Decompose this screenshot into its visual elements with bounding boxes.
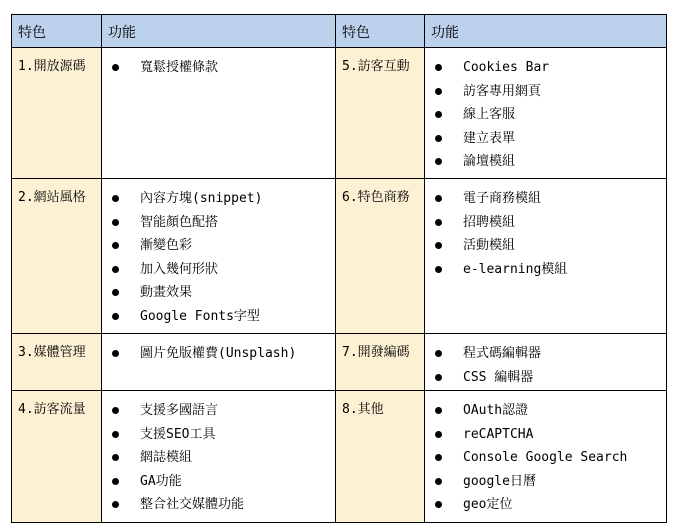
function-right-list <box>425 342 666 389</box>
list-item: 內容方塊(snippet) <box>102 187 335 211</box>
header-row <box>12 15 667 48</box>
feature-cell-left: 4.訪客流量 <box>12 391 102 523</box>
feature-table-wrapper <box>11 14 667 523</box>
list-item: OAuth認證 <box>425 399 666 423</box>
list-item: 論壇模組 <box>425 150 666 174</box>
function-cell-right <box>425 391 667 523</box>
list-item: GA功能 <box>102 470 335 494</box>
function-right-list <box>425 187 666 281</box>
list-item: 活動模組 <box>425 234 666 258</box>
function-cell-right <box>425 179 667 334</box>
function-right-list <box>425 56 666 174</box>
list-item: 寬鬆授權條款 <box>102 56 335 80</box>
list-item: geo定位 <box>425 493 666 517</box>
list-item: 圖片免版權費(Unsplash) <box>102 342 335 366</box>
feature-cell-left: 1.開放源碼 <box>12 48 102 179</box>
function-cell-right <box>425 334 667 391</box>
function-cell-right <box>425 48 667 179</box>
table-row <box>12 334 667 391</box>
table-row <box>12 179 667 334</box>
list-item: Cookies Bar <box>425 56 666 80</box>
list-item: 訪客專用網頁 <box>425 80 666 104</box>
list-item: 招聘模組 <box>425 211 666 235</box>
list-item: 支援多國語言 <box>102 399 335 423</box>
list-item: 線上客服 <box>425 103 666 127</box>
list-item: Console Google Search <box>425 446 666 470</box>
feature-cell-left: 2.網站風格 <box>12 179 102 334</box>
feature-cell-right: 5.訪客互動 <box>336 48 425 179</box>
list-item: 加入幾何形狀 <box>102 258 335 282</box>
list-item: 智能顏色配搭 <box>102 211 335 235</box>
header-feature-left: 特色 <box>12 15 102 48</box>
header-function-right: 功能 <box>425 15 667 48</box>
list-item: google日曆 <box>425 470 666 494</box>
feature-cell-left: 3.媒體管理 <box>12 334 102 391</box>
table-row <box>12 391 667 523</box>
function-left-list <box>102 56 335 80</box>
list-item: 動畫效果 <box>102 281 335 305</box>
function-right-list <box>425 399 666 517</box>
header-function-left: 功能 <box>102 15 336 48</box>
function-cell-left <box>102 391 336 523</box>
feature-cell-right: 7.開發編碼 <box>336 334 425 391</box>
function-left-list <box>102 187 335 329</box>
list-item: 支援SEO工具 <box>102 423 335 447</box>
function-cell-left <box>102 48 336 179</box>
header-feature-right: 特色 <box>336 15 425 48</box>
function-cell-left <box>102 334 336 391</box>
list-item: reCAPTCHA <box>425 423 666 447</box>
list-item: e-learning模組 <box>425 258 666 282</box>
list-item: 整合社交媒體功能 <box>102 493 335 517</box>
feature-table <box>11 14 667 523</box>
list-item: 網誌模組 <box>102 446 335 470</box>
function-left-list <box>102 399 335 517</box>
feature-cell-right: 8.其他 <box>336 391 425 523</box>
list-item: Google Fonts字型 <box>102 305 335 329</box>
list-item: 建立表單 <box>425 127 666 151</box>
function-cell-left <box>102 179 336 334</box>
function-left-list <box>102 342 335 366</box>
list-item: 程式碼編輯器 <box>425 342 666 366</box>
list-item: 電子商務模組 <box>425 187 666 211</box>
list-item: CSS 編輯器 <box>425 366 666 390</box>
table-body <box>12 48 667 523</box>
list-item: 漸變色彩 <box>102 234 335 258</box>
feature-cell-right: 6.特色商務 <box>336 179 425 334</box>
table-row <box>12 48 667 179</box>
